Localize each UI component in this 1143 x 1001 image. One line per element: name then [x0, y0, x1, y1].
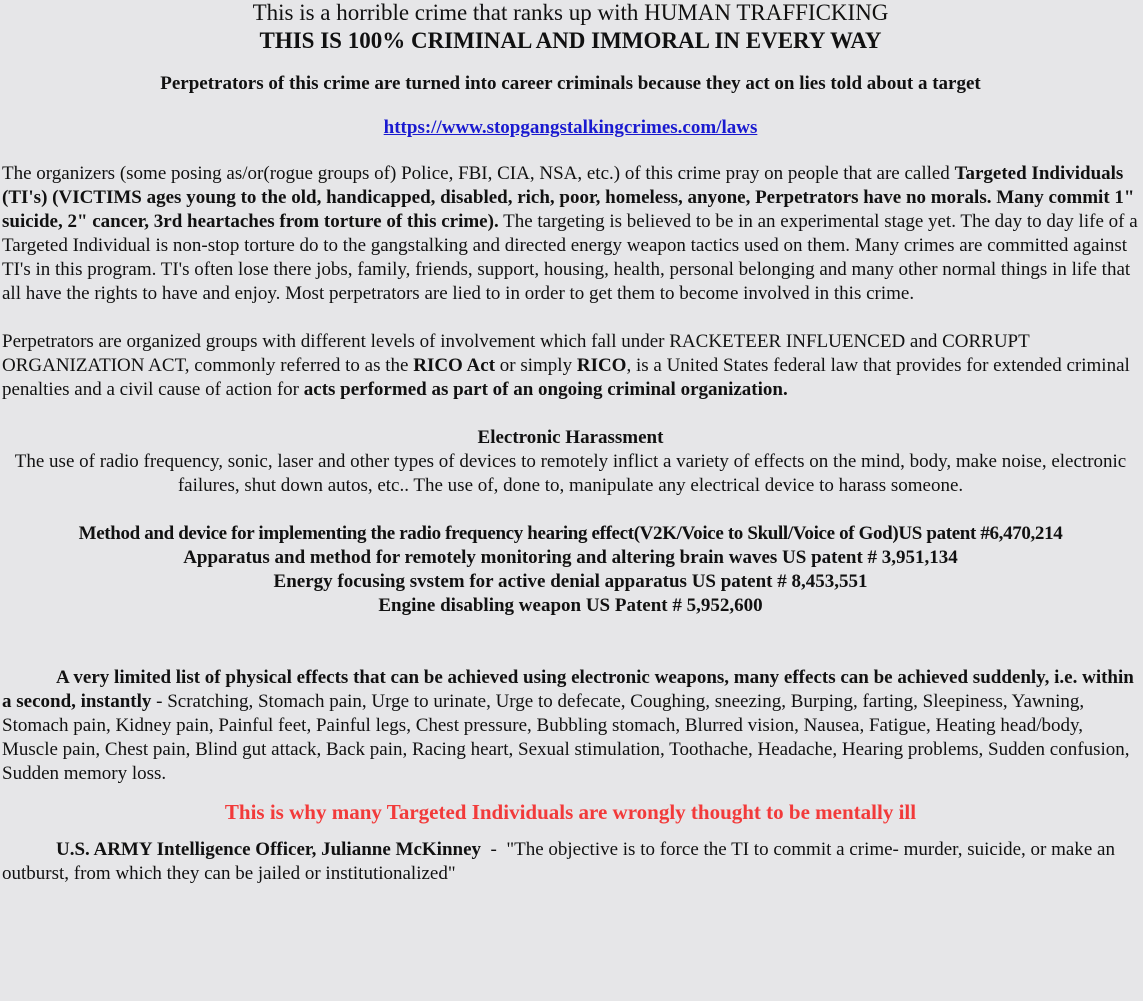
patent-item: Energy focusing svstem for active denial apparatus US patent # 8,453,551 — [273, 571, 868, 592]
quote-paragraph — [2, 838, 1139, 886]
effects-list: - Scratching, Stomach pain, Urge to urinate, Urge to defecate, Coughing, sneezing, Burping, farting, Sleepiness, Yawning, Stomach pain, Kidney pain, Painful feet, Painful legs, Chest pressure, Bubbling stomach, Blurred vision, Nausea, Fatigue, Heating head/body, Muscle pain, Chest pain, Blind gut attack, Back pain, Racing heart, Sexual stimulation, Toothache, Headache, Hearing problems, Sudden confusion, Sudden memory loss. — [2, 691, 1130, 784]
rico-bold: RICO — [576, 355, 627, 376]
patent-item: Engine disabling weapon US Patent # 5,952,600 — [378, 595, 763, 616]
electronic-harassment-title: Electronic Harassment — [477, 427, 664, 448]
laws-link[interactable]: https://www.stopgangstalkingcrimes.com/laws — [383, 117, 758, 138]
patent-item: Apparatus and method for remotely monitoring and altering brain waves US patent # 3,951,134 — [183, 547, 958, 568]
headline-line-2: THIS IS 100% CRIMINAL AND IMMORAL IN EVERY WAY — [259, 28, 882, 53]
organizers-paragraph — [2, 162, 1139, 306]
subheading: Perpetrators of this crime are turned into career criminals because they act on lies told about a target — [160, 73, 981, 94]
rico-act-bold: RICO Act — [413, 355, 496, 376]
quote-separator: - — [481, 839, 507, 860]
rico-paragraph — [2, 330, 1139, 402]
targeted-individuals-bold: Targeted Individuals (TI's) (VICTIMS ages young to the old, handicapped, disabled, rich, poor, homeless, anyone, Perpetrators have no morals. Many commit 1" suicide, 2" cancer, 3rd heartaches from torture of this crime). — [2, 163, 1135, 232]
electronic-harassment-section — [2, 426, 1139, 498]
electronic-harassment-body: The use of radio frequency, sonic, laser and other types of devices to remotely inflict a variety of effects on the mind, body, make noise, electronic failures, shut down autos, etc.. The use of, done to, manipulate any electrical device to harass someone. — [14, 451, 1127, 496]
patents-list — [2, 522, 1139, 618]
rico-bold-end: acts performed as part of an ongoing criminal organization. — [303, 379, 788, 400]
effects-paragraph — [2, 666, 1139, 786]
patent-item: Method and device for implementing the radio frequency hearing effect(V2K/Voice to Skull/Voice of God)US patent #6,470,214 — [78, 523, 1063, 544]
organizers-lead: The organizers (some posing as/or(rogue groups of) Police, FBI, CIA, NSA, etc.) of this crime pray on people that are called — [2, 163, 955, 184]
laws-link-container — [2, 116, 1139, 140]
quote-speaker: U.S. ARMY Intelligence Officer, Julianne McKinney — [56, 839, 482, 860]
rico-part-3: , is a United States federal law that provides for extended criminal penalties and a civil cause of action for — [2, 355, 1130, 400]
rico-part-1: Perpetrators are organized groups with different levels of involvement which fall under RACKETEER INFLUENCED and CORRUPT ORGANIZATION ACT, commonly referred to as the — [2, 331, 1030, 376]
mentally-ill-warning: This is why many Targeted Individuals are wrongly thought to be mentally ill — [224, 800, 917, 824]
headline-line-1: This is a horrible crime that ranks up with HUMAN TRAFFICKING — [252, 0, 889, 25]
quote-text: "The objective is to force the TI to commit a crime- murder, suicide, or make an outburst, from which they can be jailed or institutionalized" — [2, 839, 1115, 884]
rico-part-2: or simply — [495, 355, 577, 376]
organizers-rest: The targeting is believed to be in an experimental stage yet. The day to day life of a Targeted Individual is non-stop torture do to the gangstalking and directed energy weapon tactics used on them. Many crimes are committed against TI's in this program. TI's often lose there jobs, family, friends, support, housing, health, personal belonging and many other normal things in life that all have the rights to have and enjoy. Most perpetrators are lied to in order to get them to become involved in this crime. — [2, 211, 1138, 304]
effects-bold: A very limited list of physical effects that can be achieved using electronic weapons, many effects can be achieved suddenly, i.e. within a second, instantly — [2, 667, 1134, 712]
